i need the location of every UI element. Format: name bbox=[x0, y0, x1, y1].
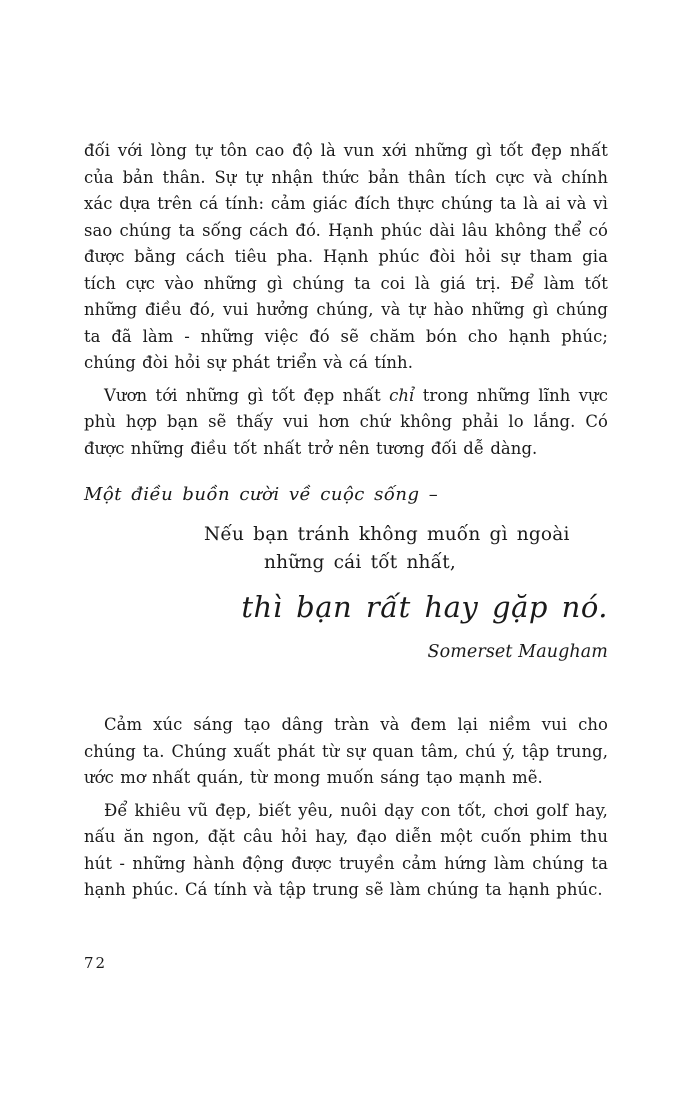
quote-line-1: Một điều buồn cười về cuộc sống – bbox=[84, 484, 439, 505]
paragraph-2-end: trong những lĩnh vực phù hợp bạn sẽ thấy vui hơn chứ không phải lo lắng. Có được những điều tốt nhất trở nên tương đối dễ dàng. bbox=[84, 385, 608, 458]
quote-line-3: những cái tốt nhất, bbox=[264, 552, 456, 573]
quote-block bbox=[84, 484, 608, 684]
section-2 bbox=[84, 712, 608, 904]
paragraph-2-start: Vươn tới những gì tốt đẹp nhất bbox=[104, 385, 390, 405]
paragraph-3: Cảm xúc sáng tạo dâng tràn và đem lại niềm vui cho chúng ta. Chúng xuất phát từ sự quan tâm, chú ý, tập trung, ước mơ nhất quán, từ mong muốn sáng tạo mạnh mẽ. bbox=[84, 715, 608, 787]
paragraph-1: đối với lòng tự tôn cao độ là vun xới những gì tốt đẹp nhất của bản thân. Sự tự nhận thức bản thân tích cực và chính xác dựa trên cá tính: cảm giác đích thực chúng ta là ai và vì sao chúng ta sống cách đó. Hạnh phúc dài lâu không thể có được bằng cách tiêu pha. Hạnh phúc đòi hỏi sự tham gia tích cực vào những gì chúng ta coi là giá trị. Để làm tốt những điều đó, vui hưởng chúng, và tự hào những gì chúng ta đã làm - những việc đó sẽ chăm bón cho hạnh phúc; chúng đòi hỏi sự phát triển và cá tính. bbox=[84, 141, 608, 372]
page-content bbox=[84, 138, 608, 910]
paragraph-4: Để khiêu vũ đẹp, biết yêu, nuôi dạy con tốt, chơi golf hay, nấu ăn ngon, đặt câu hỏi hay, đạo diễn một cuốn phim thu hút - những hành động được truyền cảm hứng làm chúng ta hạnh phúc. Cá tính và tập trung sẽ làm chúng ta hạnh phúc. bbox=[84, 800, 608, 899]
paragraph-2 bbox=[84, 383, 608, 463]
quote-author: Somerset Maugham bbox=[427, 642, 608, 662]
quote-line-2: Nếu bạn tránh không muốn gì ngoài bbox=[204, 524, 570, 545]
paragraph-2-emphasis: chỉ bbox=[389, 385, 415, 405]
quote-line-4: thì bạn rất hay gặp nó. bbox=[241, 590, 608, 624]
page-number: 72 bbox=[84, 954, 108, 972]
